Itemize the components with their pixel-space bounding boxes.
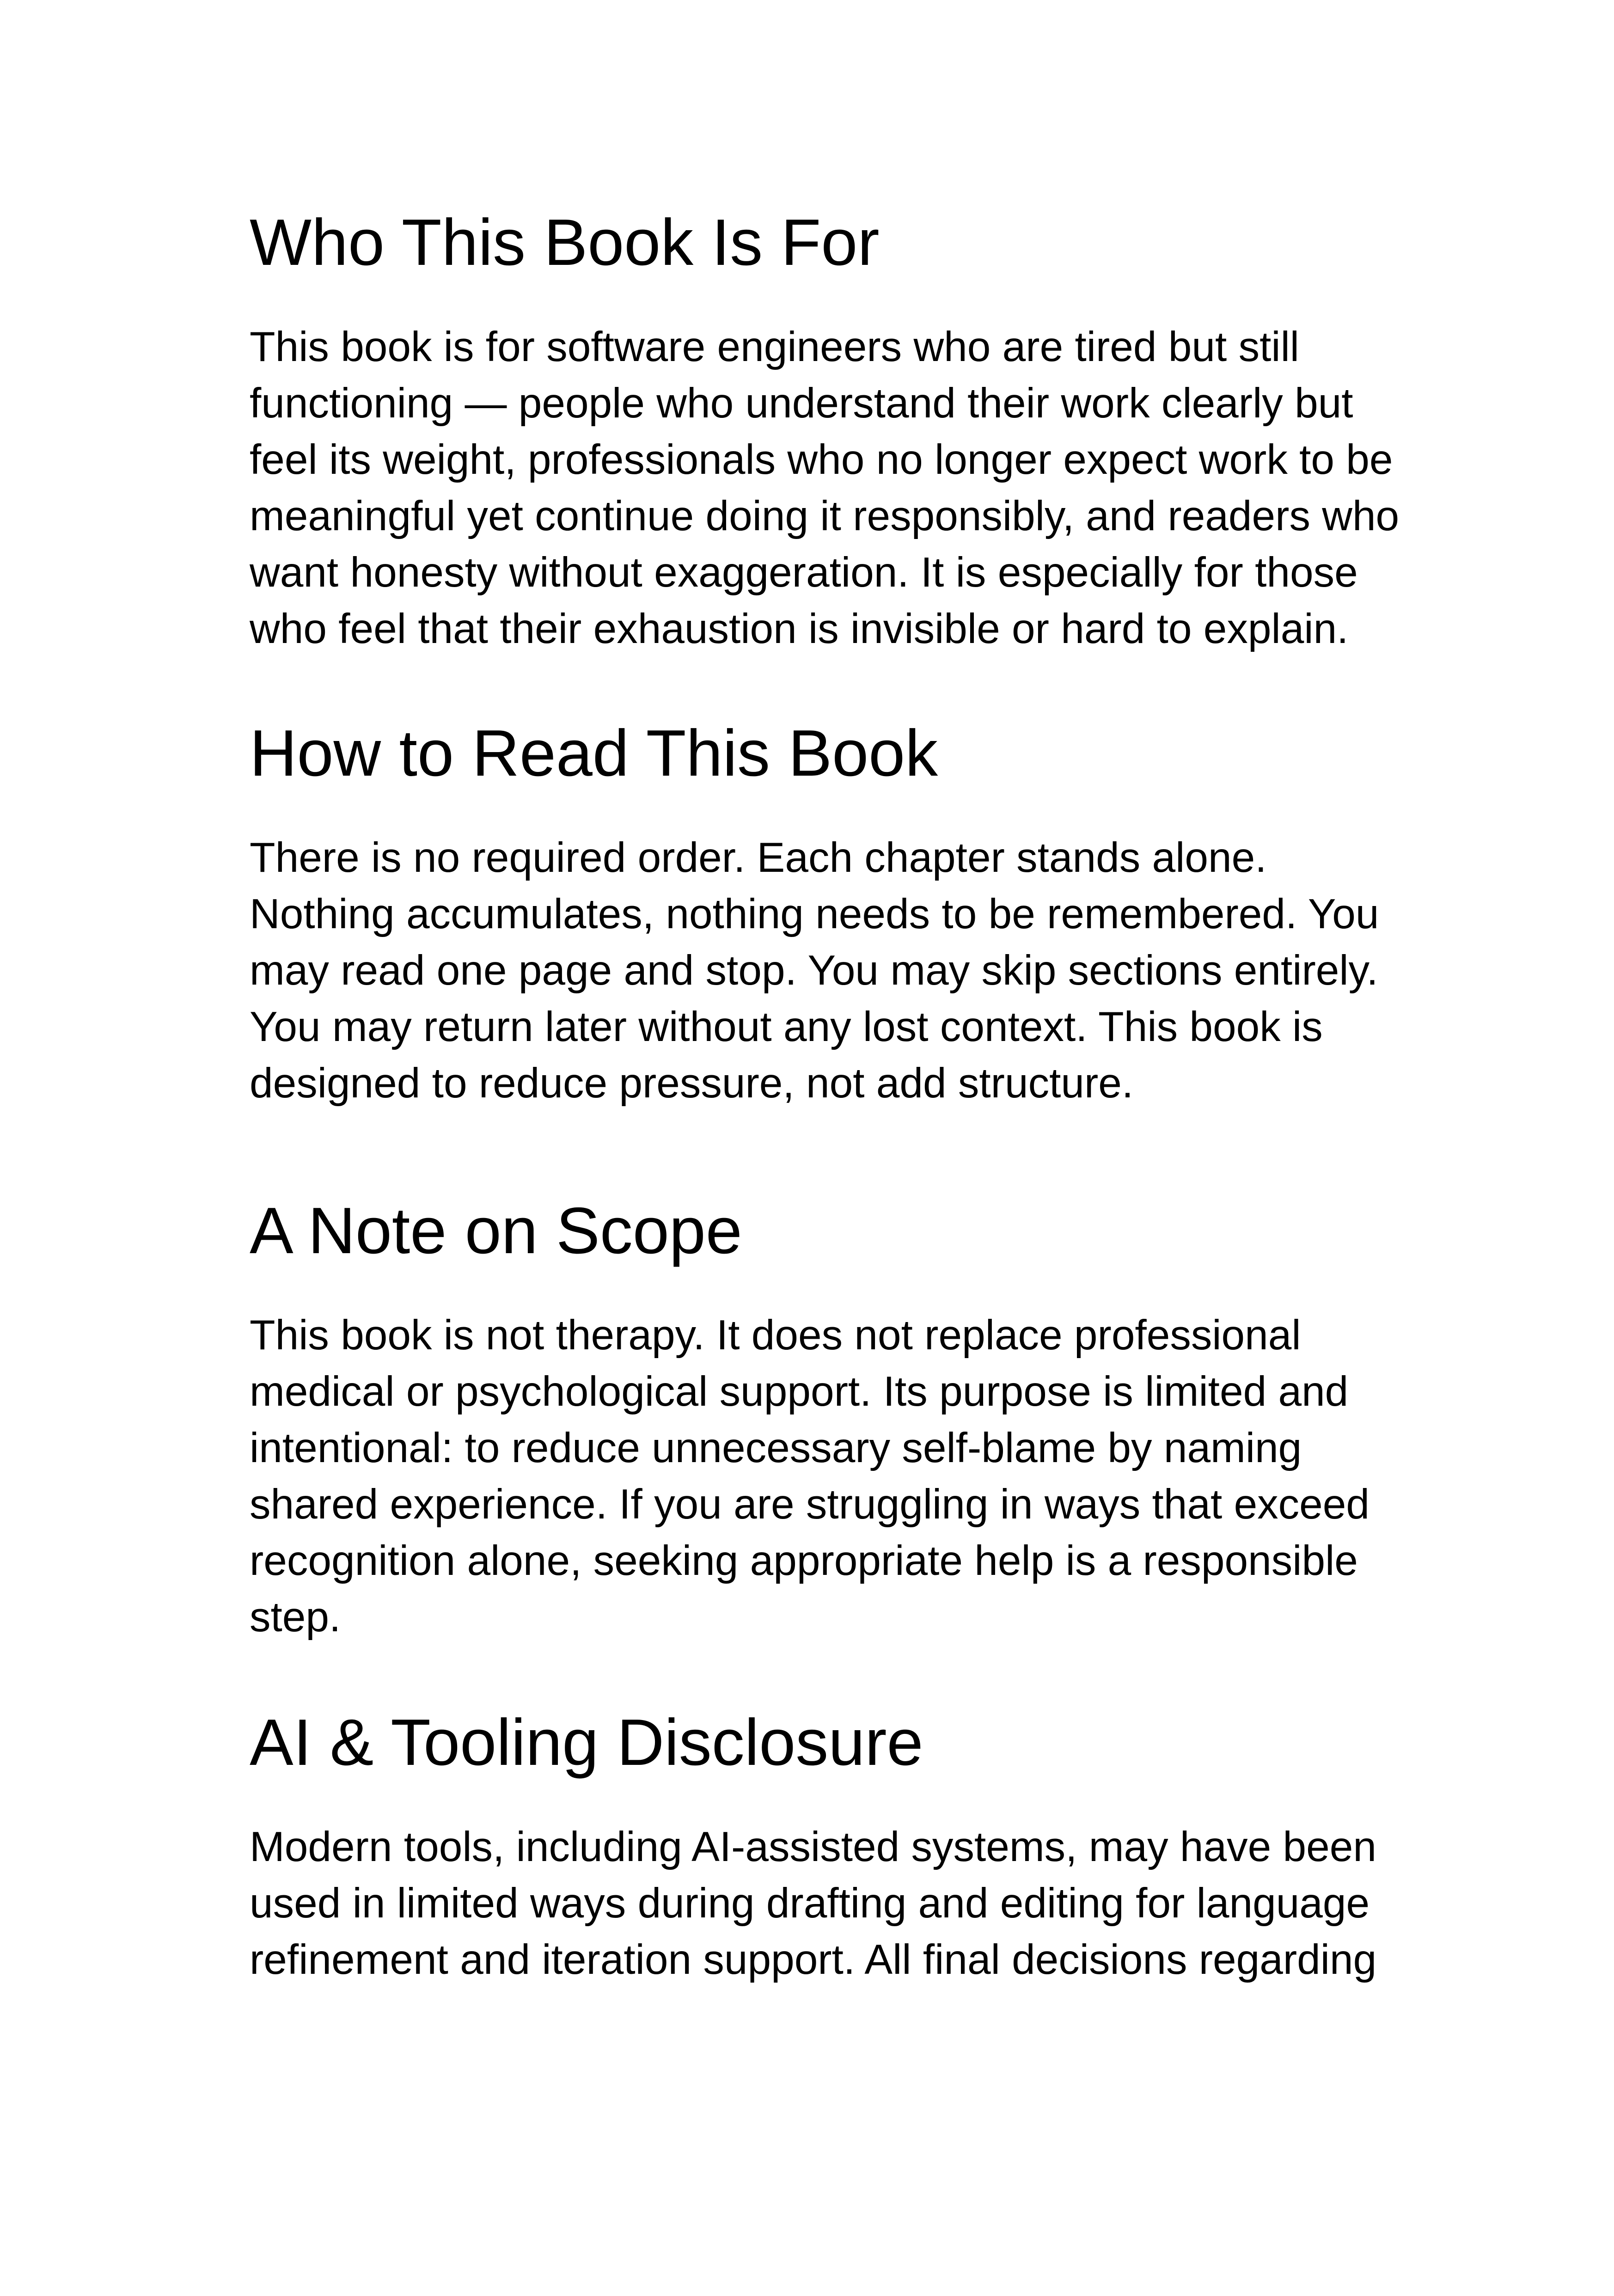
section-paragraph	[250, 319, 1433, 657]
paragraph-line: shared experience. If you are struggling in ways that exceed	[250, 1481, 1370, 1528]
section-paragraph	[250, 1307, 1433, 1646]
section-who-this-book-is-for	[250, 203, 1433, 657]
section-heading: AI & Tooling Disclosure	[250, 1706, 923, 1779]
section-ai-tooling-disclosure	[250, 1703, 1433, 1988]
paragraph-line: There is no required order. Each chapter stands alone.	[250, 834, 1267, 881]
section-paragraph	[250, 1819, 1433, 1988]
paragraph-line: This book is not therapy. It does not replace professional	[250, 1312, 1301, 1359]
paragraph-line: feel its weight, professionals who no longer expect work to be	[250, 436, 1393, 483]
section-heading: Who This Book Is For	[250, 206, 880, 279]
paragraph-line: You may return later without any lost context. This book is	[250, 1004, 1323, 1050]
section-heading: A Note on Scope	[250, 1194, 742, 1267]
paragraph-line: functioning — people who understand their work clearly but	[250, 380, 1353, 427]
paragraph-line: medical or psychological support. Its purpose is limited and	[250, 1368, 1349, 1415]
paragraph-line: meaningful yet continue doing it responsibly, and readers who	[250, 493, 1400, 539]
paragraph-line: who feel that their exhaustion is invisible or hard to explain.	[250, 606, 1349, 652]
paragraph-line: recognition alone, seeking appropriate help is a responsible	[250, 1537, 1358, 1584]
paragraph-line: Modern tools, including AI-assisted systems, may have been	[250, 1824, 1376, 1870]
paragraph-line: used in limited ways during drafting and editing for language	[250, 1880, 1370, 1927]
section-a-note-on-scope	[250, 1192, 1433, 1646]
paragraph-line: designed to reduce pressure, not add structure.	[250, 1060, 1134, 1107]
paragraph-line: Nothing accumulates, nothing needs to be remembered. You	[250, 891, 1379, 937]
paragraph-line: intentional: to reduce unnecessary self-blame by naming	[250, 1425, 1302, 1471]
paragraph-line: refinement and iteration support. All final decisions regarding	[250, 1936, 1377, 1983]
paragraph-line: step.	[250, 1594, 341, 1641]
paragraph-line: may read one page and stop. You may skip sections entirely.	[250, 947, 1378, 994]
section-how-to-read-this-book	[250, 714, 1433, 1112]
section-paragraph	[250, 830, 1433, 1112]
paragraph-line: This book is for software engineers who are tired but still	[250, 324, 1300, 370]
section-heading: How to Read This Book	[250, 716, 938, 790]
paragraph-line: want honesty without exaggeration. It is especially for those	[250, 549, 1358, 596]
